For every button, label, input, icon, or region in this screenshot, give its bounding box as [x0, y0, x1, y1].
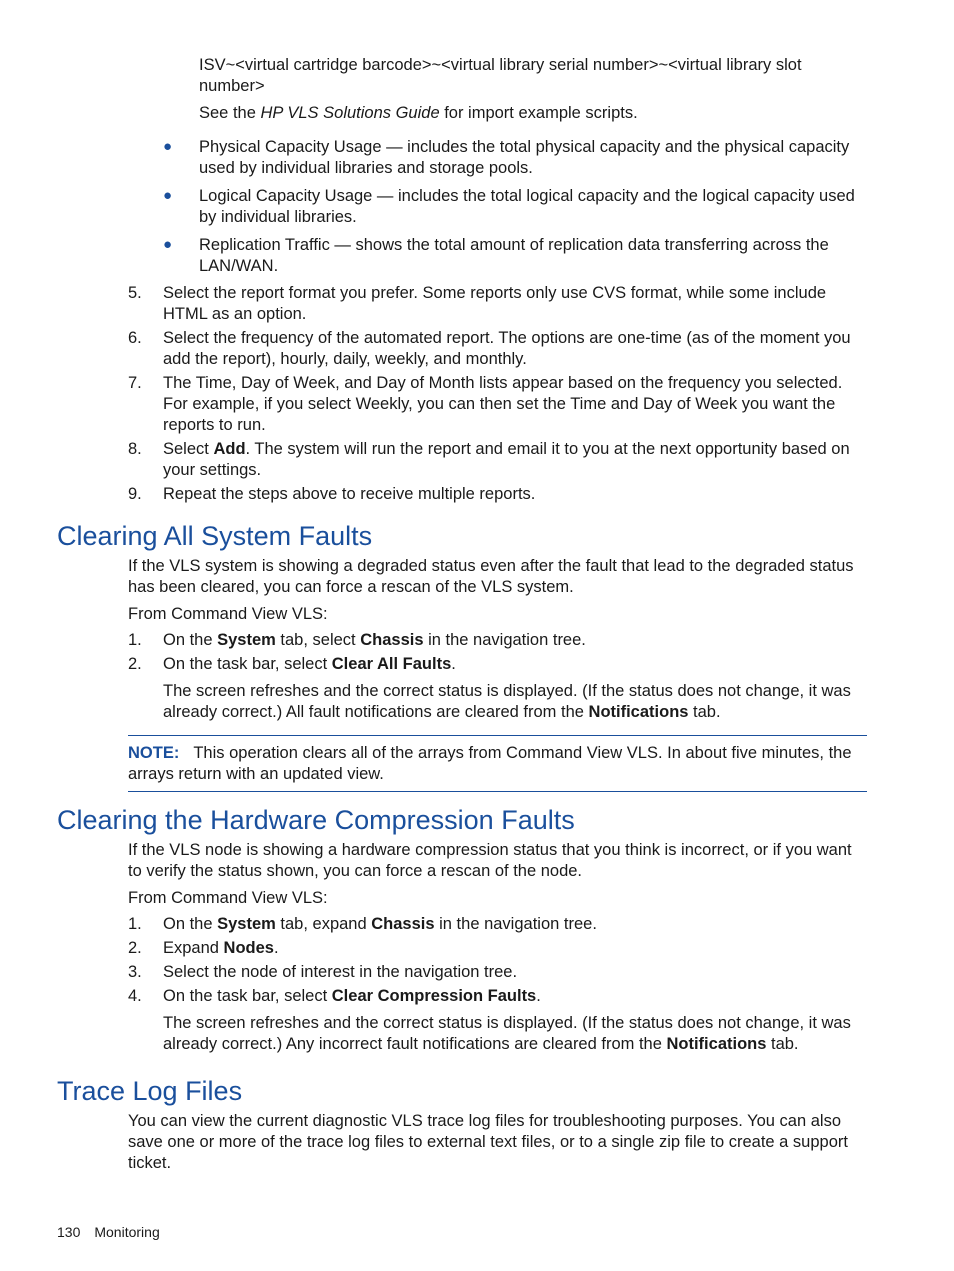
step-result: The screen refreshes and the correct status is displayed. (If the status does not change, it was already correct.) Any incorrect fault notifications are cleared from the Notifications tab. [163, 1014, 851, 1053]
page-footer [57, 1222, 174, 1242]
footer-section: Monitoring [94, 1224, 160, 1240]
section-intro: If the VLS node is showing a hardware compression status that you think is incorrect, or if you want to verify the status shown, you can force a rescan of the node. [128, 841, 852, 880]
section-intro: If the VLS system is showing a degraded status even after the fault that lead to the degraded status has been cleared, you can force a rescan of the VLS system. [128, 557, 854, 596]
bullet-icon: ● [163, 236, 173, 253]
document-page: ISV~<virtual cartridge barcode>~<virtual library serial number>~<virtual library slot number> See the HP VLS Solutions Guide for import example scripts. ● Physical Capacity Usage — includes the total physical capacity and the physical capacity used by individual libraries and storage pools. ● Logical Capacity Usage — includes the total logical capacity and the logical capacity used by individual libraries. ● Replication Traffic — shows the total amount of replication data transferring across the LAN/WAN. 5. Select the report format you prefer. Some reports only use CVS format, while some include HTML as an option. 6. Select the frequency of the automated report. The options are one-time (as of the moment you add the report), hourly, daily, weekly, and monthly. 7. The Time, Day of Week, and Day of Month lists appear based on the frequency you selected. For example, if you select Weekly, you can then set the Time and Day of Week you want the reports to run. 8. Select Add. The system will run the report and email it to you at the next opportunity based on your settings. 9. Repeat the steps above to receive multiple reports. Clearing All System Faults If the VLS system is showing a degraded status even after the fault that lead to the degraded status has been cleared, you can force a rescan of the VLS system. From Command View VLS: 1. On the System tab, select Chassis in the navigation tree. 2. On the task bar, select Clear All Faults. The screen refreshes and the correct status is displayed. (If the status does not change, it was already correct.) All fault notifications are cleared from the Notifications tab. NOTE: This operation clears all of the arrays from Command View VLS. In about five minutes, the arrays return with an updated view. Clearing the Hardware Compression Faults If the VLS node is showing a hardware compression status that you think is incorrect, or if you want to verify the status shown, you can force a rescan of the node. From Command View VLS: 1. On the System tab, expand Chassis in the navigation tree. 2. Expand Nodes. 3. Select the node of interest in the navigation tree. 4. On the task bar, select Clear Compression Faults. The screen refreshes and the correct status is displayed. (If the status does not change, it was already correct.) Any incorrect fault notifications are cleared from the Notifications tab. Trace Log Files You can view the current diagnostic VLS trace log files for troubleshooting purposes. You can also save one or more of the trace log files to external text files, or to a single zip file to create a support ticket. 130 Monitoring [0, 0, 954, 1271]
bullet-icon: ● [163, 187, 173, 204]
from-label: From Command View VLS: [128, 605, 328, 623]
bullet-icon: ● [163, 138, 173, 155]
guide-title: HP VLS Solutions Guide [260, 104, 440, 122]
section-heading-clearing-hardware-compression-faults: Clearing the Hardware Compression Faults [57, 805, 575, 835]
note-box [128, 735, 867, 792]
note-text: This operation clears all of the arrays from Command View VLS. In about five minutes, the arrays return with an updated view. [128, 744, 852, 783]
page-number: 130 [57, 1224, 81, 1240]
section-heading-trace-log-files: Trace Log Files [57, 1076, 243, 1106]
section-intro: You can view the current diagnostic VLS trace log files for troubleshooting purposes. You can also save one or more of the trace log files to external text files, or to a single zip file to create a support ticket. [128, 1112, 848, 1172]
note-label: NOTE: [128, 744, 180, 762]
from-label: From Command View VLS: [128, 889, 328, 907]
see-guide-line: See the HP VLS Solutions Guide for import example scripts. [199, 104, 638, 122]
section-heading-clearing-all-system-faults: Clearing All System Faults [57, 521, 373, 551]
step-result: The screen refreshes and the correct status is displayed. (If the status does not change, it was already correct.) All fault notifications are cleared from the Notifications tab. [163, 682, 851, 721]
isv-format-line: ISV~<virtual cartridge barcode>~<virtual library serial number>~<virtual library slot number> [199, 56, 802, 95]
